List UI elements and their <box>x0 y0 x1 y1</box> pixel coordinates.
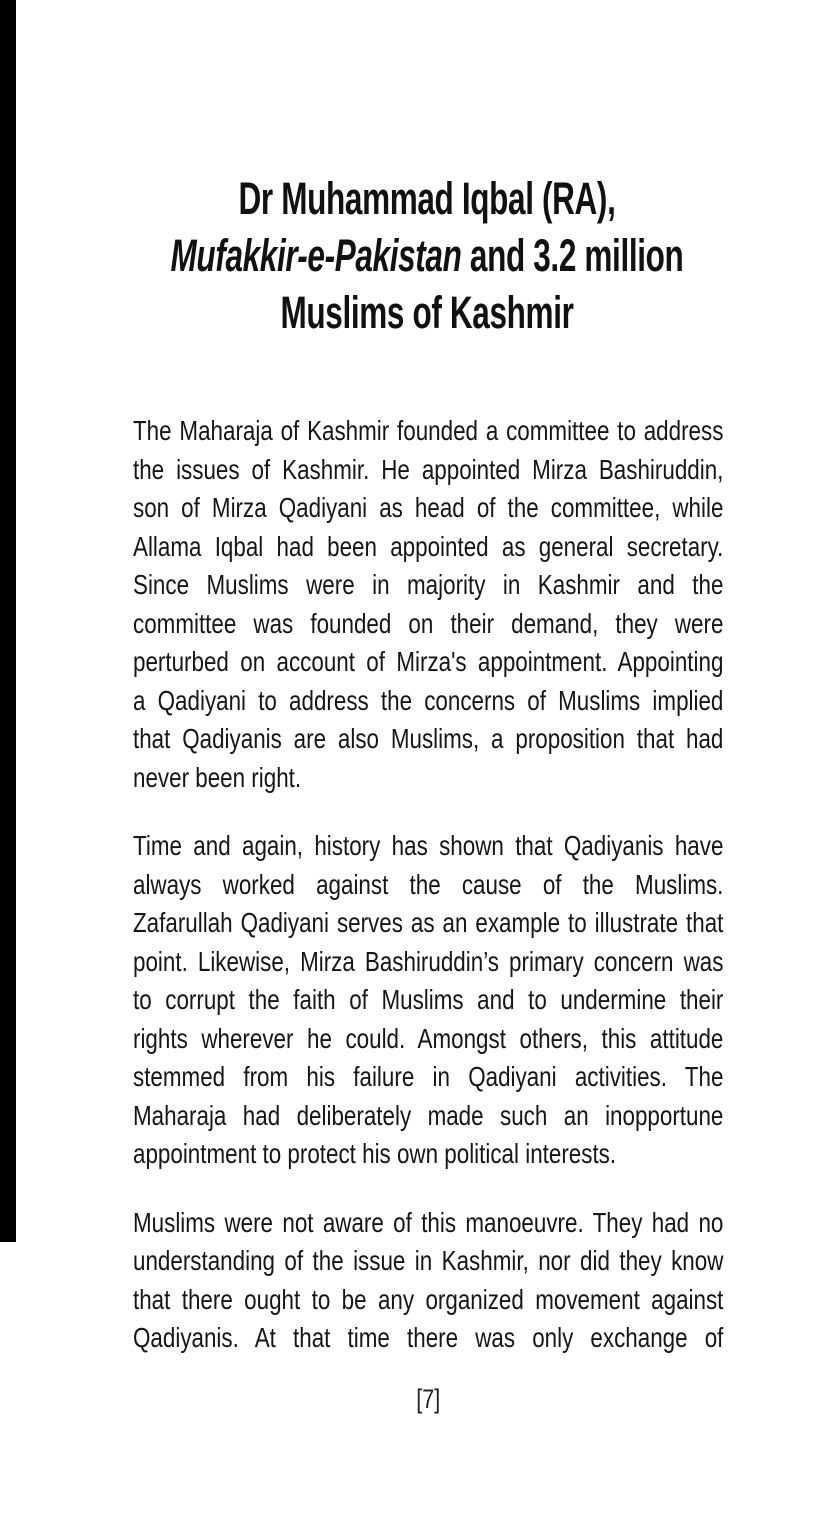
text-line: that there ought to be any organized movement against <box>133 1283 724 1315</box>
text-line: Zafarullah Qadiyani serves as an example to illustrate that <box>133 907 724 938</box>
text-line: a Qadiyani to address the concerns of Muslims implied <box>133 684 724 716</box>
text-line: The Maharaja of Kashmir founded a committee to address <box>133 415 724 446</box>
title-line-2-rest: and 3.2 million <box>461 230 684 281</box>
paragraph-1-last-line: never been right. <box>133 761 302 793</box>
text-line: Allama Iqbal had been appointed as general secretary. <box>133 530 724 562</box>
title-line-2-italic: Mufakkir-e-Pakistan <box>170 230 462 281</box>
page-title <box>77 170 777 341</box>
paragraph-3 <box>133 1204 723 1358</box>
page-number: [7] <box>416 1383 441 1414</box>
text-line: Time and again, history has shown that Qadiyanis have <box>133 830 724 861</box>
text-line: committee was founded on their demand, they were <box>133 607 724 639</box>
text-line: to corrupt the faith of Muslims and to undermine their <box>133 984 724 1015</box>
body-text-column <box>133 412 723 1418</box>
text-line: Since Muslims were in majority in Kashmir and the <box>133 569 724 600</box>
text-line: understanding of the issue in Kashmir, nor did they know <box>133 1245 724 1276</box>
title-line-3: Muslims of Kashmir <box>280 287 574 338</box>
paragraph-1 <box>133 412 723 797</box>
text-line: perturbed on account of Mirza's appointment. Appointing <box>133 646 724 677</box>
paragraph-1-justified-lines <box>133 412 723 759</box>
title-line-1: Dr Muhammad Iqbal (RA), <box>238 173 616 224</box>
text-line: Maharaja had deliberately made such an inopportune <box>133 1099 724 1131</box>
text-line: the issues of Kashmir. He appointed Mirza Bashiruddin, <box>133 453 724 485</box>
text-line: son of Mirza Qadiyani as head of the committee, while <box>133 492 724 523</box>
text-line: stemmed from his failure in Qadiyani activities. The <box>133 1061 724 1092</box>
text-line: always worked against the cause of the Muslims. <box>133 868 724 900</box>
text-line: rights wherever he could. Amongst others, this attitude <box>133 1022 724 1054</box>
text-line: Muslims were not aware of this manoeuvre. They had no <box>133 1206 724 1238</box>
paragraph-2 <box>133 827 723 1174</box>
paragraph-2-justified-lines <box>133 827 723 1135</box>
text-line: that Qadiyanis are also Muslims, a proposition that had <box>133 723 724 754</box>
scan-edge-artifact-bar <box>0 0 16 1242</box>
paragraph-3-justified-lines <box>133 1204 723 1358</box>
text-line: point. Likewise, Mirza Bashiruddin’s primary concern was <box>133 945 724 977</box>
paragraph-2-last-line: appointment to protect his own political interests. <box>133 1138 617 1169</box>
text-line: Qadiyanis. At that time there was only exchange of <box>133 1322 724 1353</box>
title-line-2 <box>77 227 777 284</box>
